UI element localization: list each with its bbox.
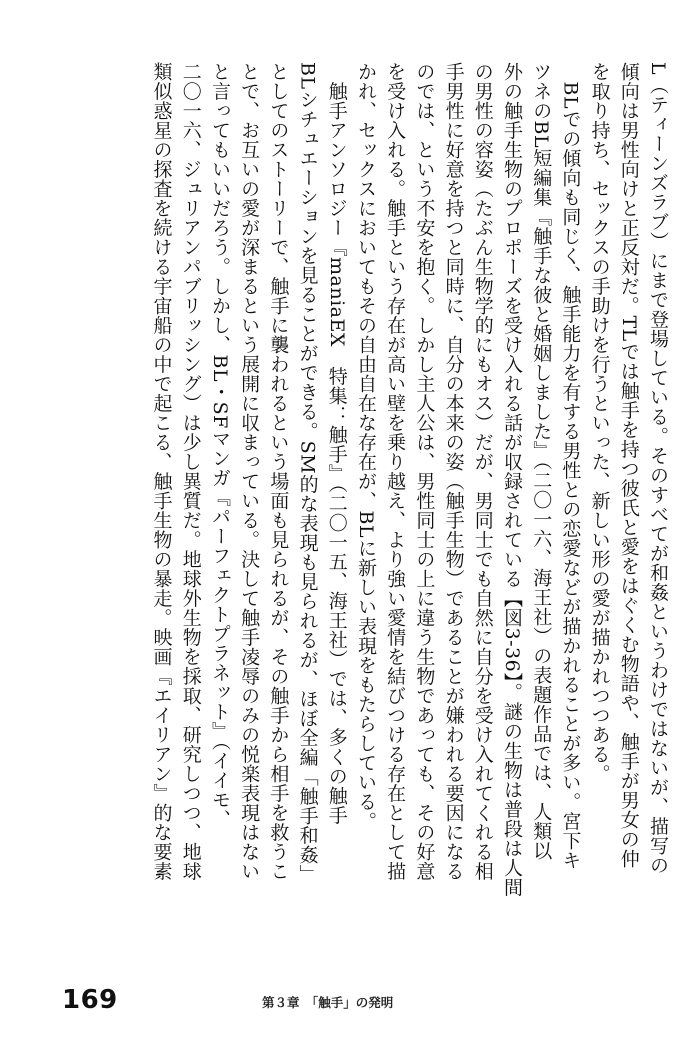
text-column: 傾向は男性向けと正反対だ。TLでは触手を持つ彼氏と愛をはぐくむ物語や、触手が男女の仲 bbox=[617, 62, 640, 869]
text-column: を受け入れる。触手という存在が高い壁を乗り越え、より強い愛情を結びつける存在として描 bbox=[384, 62, 407, 881]
text-column: としてのストーリーで、触手に襲われるという場面も見られるが、その触手から相手を救うこ bbox=[267, 62, 290, 881]
text-column: 手男性に好意を持つと同時に、自分の本来の姿（触手生物）であることが嫌われる要因になる bbox=[442, 62, 465, 881]
text-column: L（ティーンズラブ）にまで登場している。そのすべてが和姦というわけではないが、描写の bbox=[647, 62, 669, 875]
text-column: かれ、セックスにおいてもその自由自在な存在が、BLに新しい表現をもたらしている。 bbox=[354, 62, 377, 831]
text-column: と言ってもいいだろう。しかし、BL・SFマンガ『パーフェクトプラネット』（イイモ、 bbox=[208, 62, 231, 829]
text-column: の男性の容姿（たぶん生物学的にもオス）だが、男同士でも自然に自分を受け入れてくれる相 bbox=[471, 62, 494, 881]
text-column: のでは、という不安を抱く。しかし主人公は、男性同士の上に違う生物であっても、その好意 bbox=[413, 62, 436, 881]
running-head: 第３章 「触手」の発明 bbox=[262, 995, 394, 1010]
text-column: とで、お互いの愛が深まるという展開に収まっている。決して触手凌辱のみの悦楽表現はない bbox=[238, 62, 261, 881]
text-column: ツネのBL短編集『触手な彼と婚姻しました』（二〇一六、海王社）の表題作品では、人類以 bbox=[530, 62, 553, 861]
text-column: BLシチュエーションを見ることができる。SM的な表現も見られるが、ほぼ全編「触手和姦」 bbox=[296, 62, 319, 884]
text-column: 外の触手生物のプロポーズを受け入れる話が収録されている【図3-36】。謎の生物は普段は人間 bbox=[500, 62, 523, 897]
text-column: を取り持ち、セックスの手助けを行うといった、新しい形の愛が描かれつつある。 bbox=[588, 62, 611, 784]
page-number: 169 bbox=[62, 985, 118, 1015]
body-text bbox=[84, 62, 672, 972]
page-footer bbox=[0, 985, 690, 1025]
text-column: 類似惑星の探査を続ける宇宙船の中で起こる、触手生物の暴走。映画『エイリアン』的な要素 bbox=[150, 62, 173, 881]
text-column: BLでの傾向も同じく、触手能力を有する男性との恋愛などが描かれることが多い。宮下キ bbox=[559, 62, 582, 870]
text-column: 触手アンソロジー『maniaEX 特集：触手』（二〇一五、海王社）では、多くの触手 bbox=[325, 62, 348, 825]
text-column: 二〇一六、ジュリアンパブリッシング）は少し異質だ。地球外生物を採取、研究しつつ、地球 bbox=[179, 62, 202, 881]
